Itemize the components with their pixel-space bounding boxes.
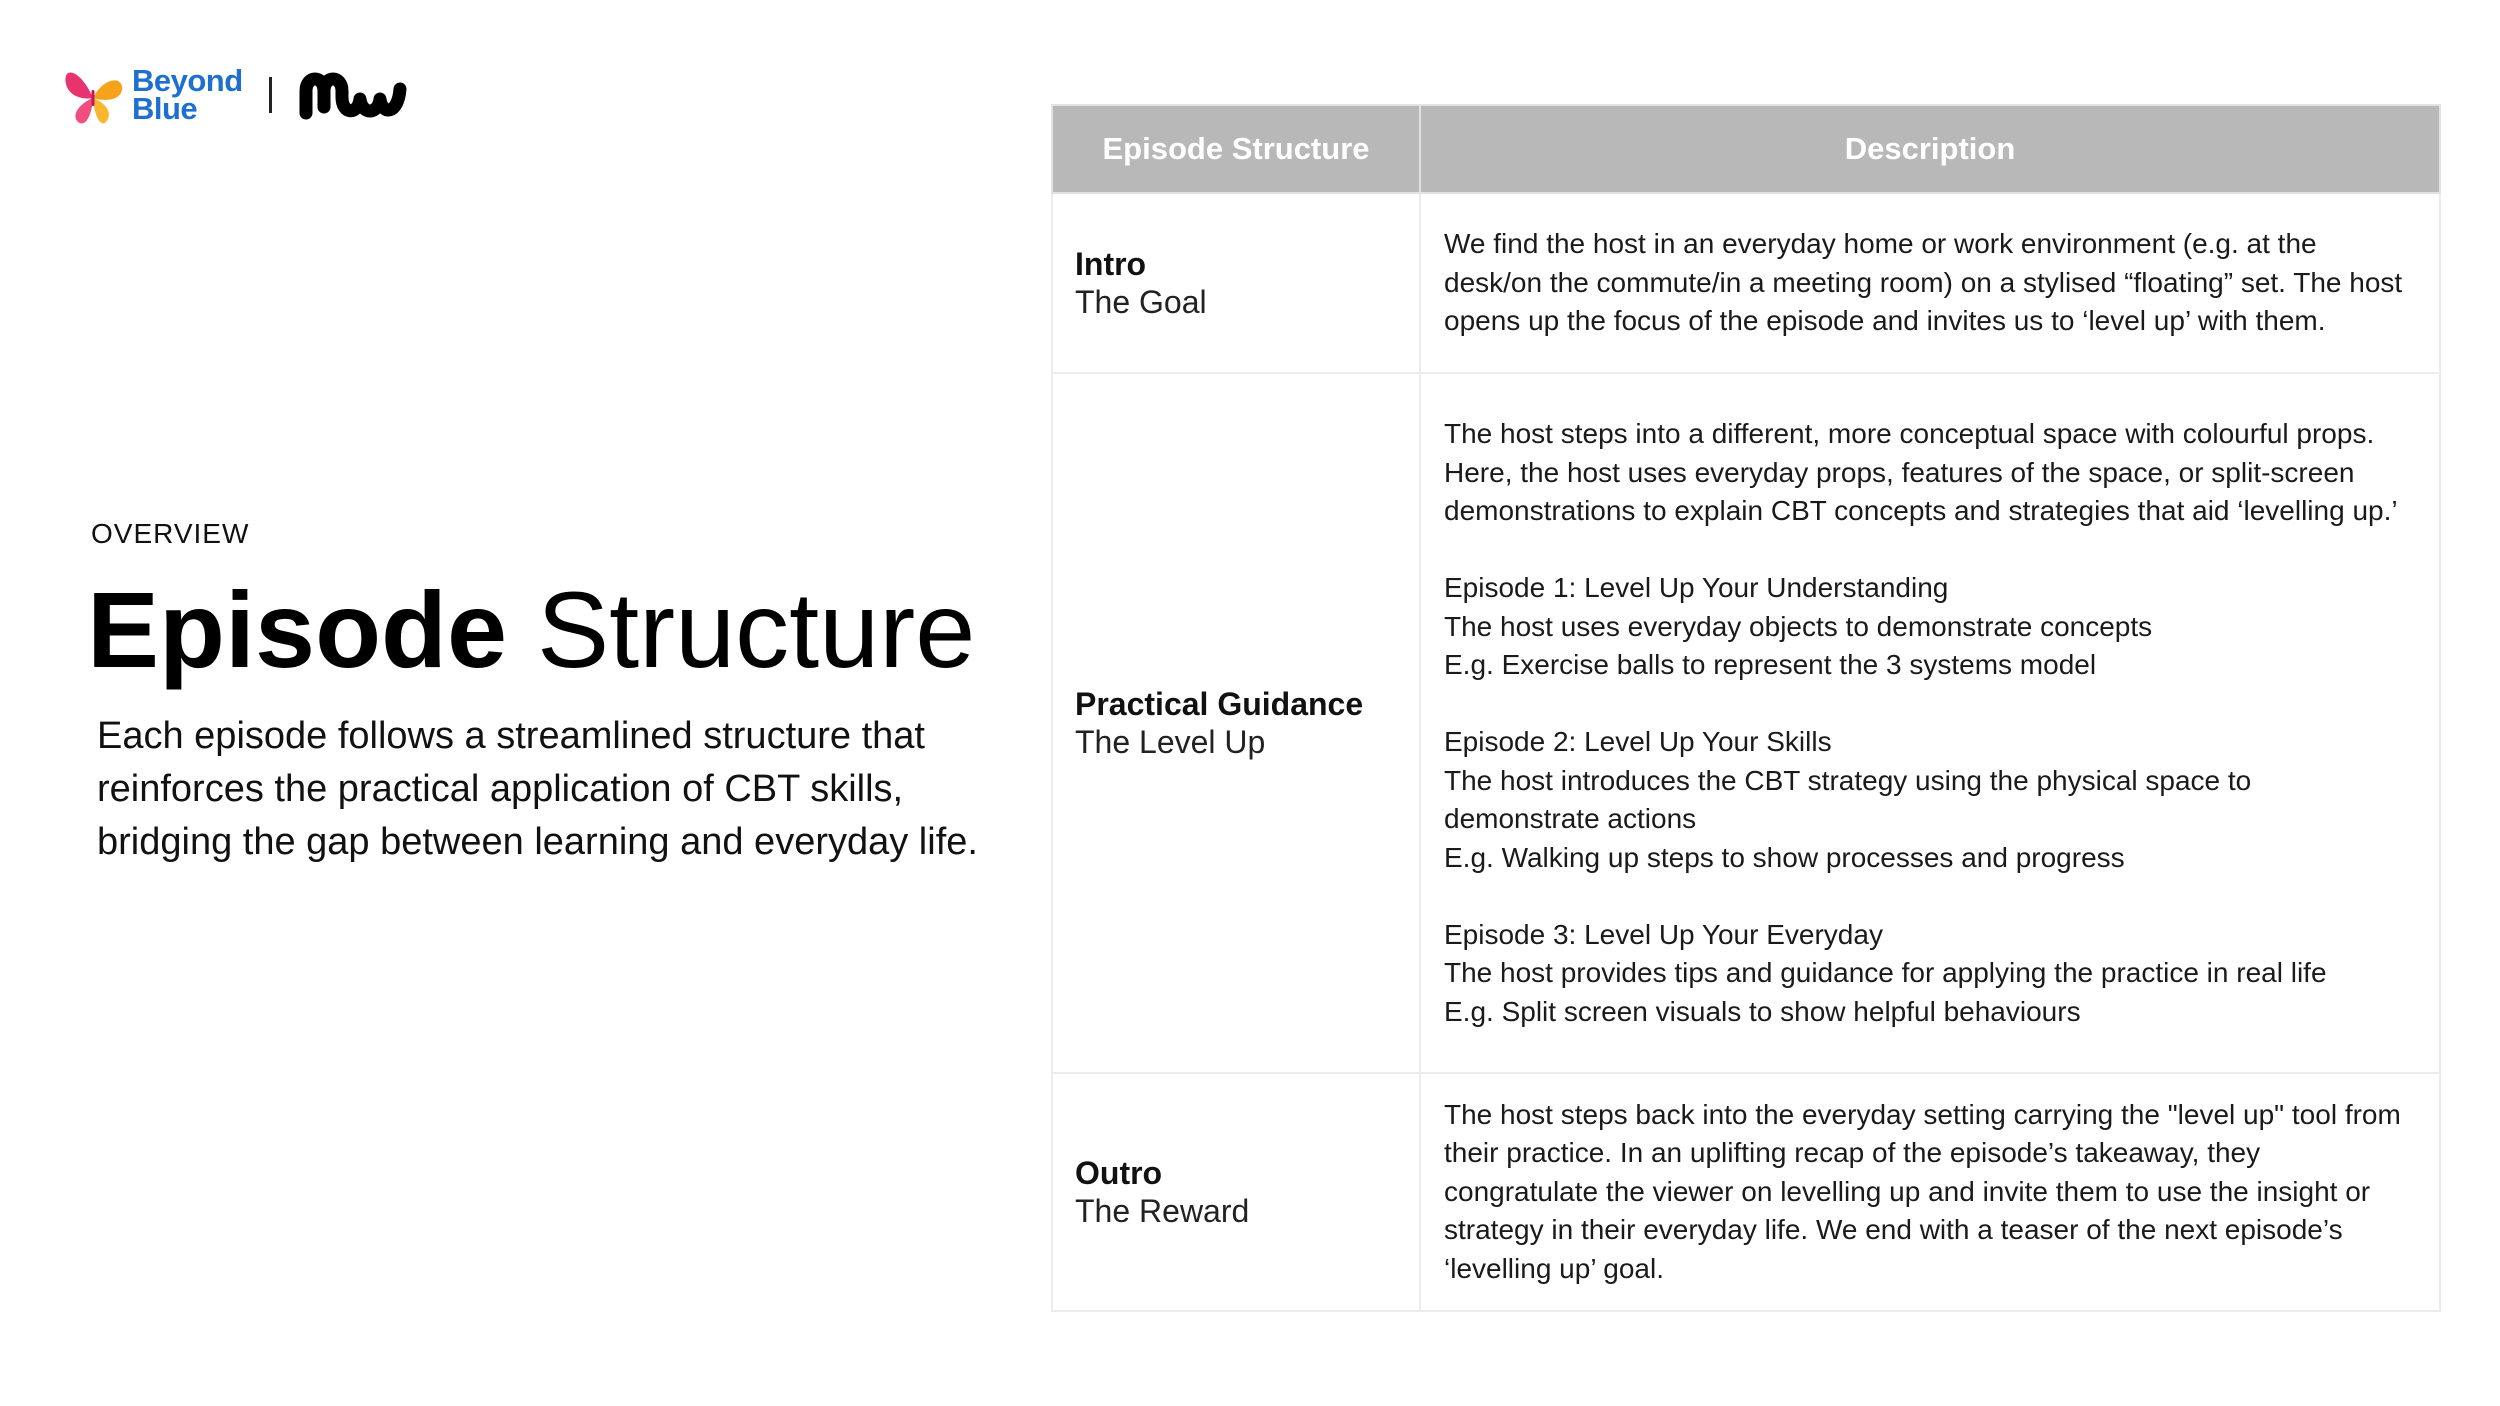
description-text: The host steps into a different, more conceptual space with colourful props. Here, the host uses everyday props, features of the space, or split-screen demonstrations to explain CBT concepts and strategies that aid ‘levelling up.’ <box>1444 418 2398 526</box>
butterfly-icon <box>60 62 126 128</box>
episode-1-title: Episode 1: Level Up Your Understanding <box>1444 572 1949 603</box>
table-header-row <box>1052 105 2440 193</box>
episode-structure-table <box>1051 104 2441 1312</box>
description-cell <box>1420 1073 2440 1311</box>
title-light: Structure <box>537 569 976 690</box>
stage-subtitle: The Level Up <box>1075 724 1266 760</box>
episode-2-title: Episode 2: Level Up Your Skills <box>1444 726 1832 757</box>
stage-cell <box>1052 193 1420 373</box>
logo-divider <box>269 77 272 113</box>
stage-name: Outro <box>1075 1155 1163 1191</box>
episode-3-text: The host provides tips and guidance for applying the practice in real life <box>1444 957 2327 988</box>
description-cell <box>1420 193 2440 373</box>
table-row-practical-guidance <box>1052 373 2440 1073</box>
table-row-intro <box>1052 193 2440 373</box>
episode-2-example: E.g. Walking up steps to show processes and progress <box>1444 841 2125 873</box>
description-text: We find the host in an everyday home or work environment (e.g. at the desk/on the commute/in a meeting room) on a stylised “floating” set. The host opens up the focus of the episode and invites us to ‘level up’ with them. <box>1444 228 2403 337</box>
episode-2-text: The host introduces the CBT strategy using the physical space to demonstrate actions <box>1444 764 2252 834</box>
description-cell <box>1420 373 2440 1073</box>
title-bold: Episode <box>87 569 508 690</box>
description-text: The host steps back into the everyday setting carrying the "level up" tool from their practice. In an uplifting recap of the episode’s takeaway, they congratulate the viewer on levelling up and invite them to use the insight or strategy in their everyday life. We end with a teaser of the next episode’s ‘levelling up’ goal. <box>1444 1098 2401 1284</box>
logo-bar <box>60 55 408 135</box>
stage-cell <box>1052 373 1420 1073</box>
stage-name: Intro <box>1075 246 1147 282</box>
section-label: OVERVIEW <box>91 518 250 549</box>
episode-1-example: E.g. Exercise balls to represent the 3 systems model <box>1444 649 2097 680</box>
beyond-blue-logo <box>60 62 243 128</box>
mw-wordmark-icon <box>298 67 408 123</box>
episode-1-text: The host uses everyday objects to demonstrate concepts <box>1444 610 2153 642</box>
logo-text-blue: Blue <box>132 91 198 126</box>
page-title <box>87 565 975 695</box>
stage-name: Practical Guidance <box>1075 686 1364 722</box>
header-description: Description <box>1420 105 2440 193</box>
header-episode-structure: Episode Structure <box>1052 105 1420 193</box>
stage-subtitle: The Goal <box>1075 284 1207 320</box>
logo-text-beyond: Beyond <box>132 63 243 98</box>
mw-logo <box>298 67 408 123</box>
intro-paragraph: Each episode follows a streamlined structure that reinforces the practical application of CBT skills, bridging the gap between learning and everyday life. <box>97 715 978 863</box>
stage-cell <box>1052 1073 1420 1311</box>
episode-3-title: Episode 3: Level Up Your Everyday <box>1444 918 1883 950</box>
table-row-outro <box>1052 1073 2440 1311</box>
stage-subtitle: The Reward <box>1075 1193 1250 1229</box>
episode-3-example: E.g. Split screen visuals to show helpful behaviours <box>1444 995 2081 1027</box>
